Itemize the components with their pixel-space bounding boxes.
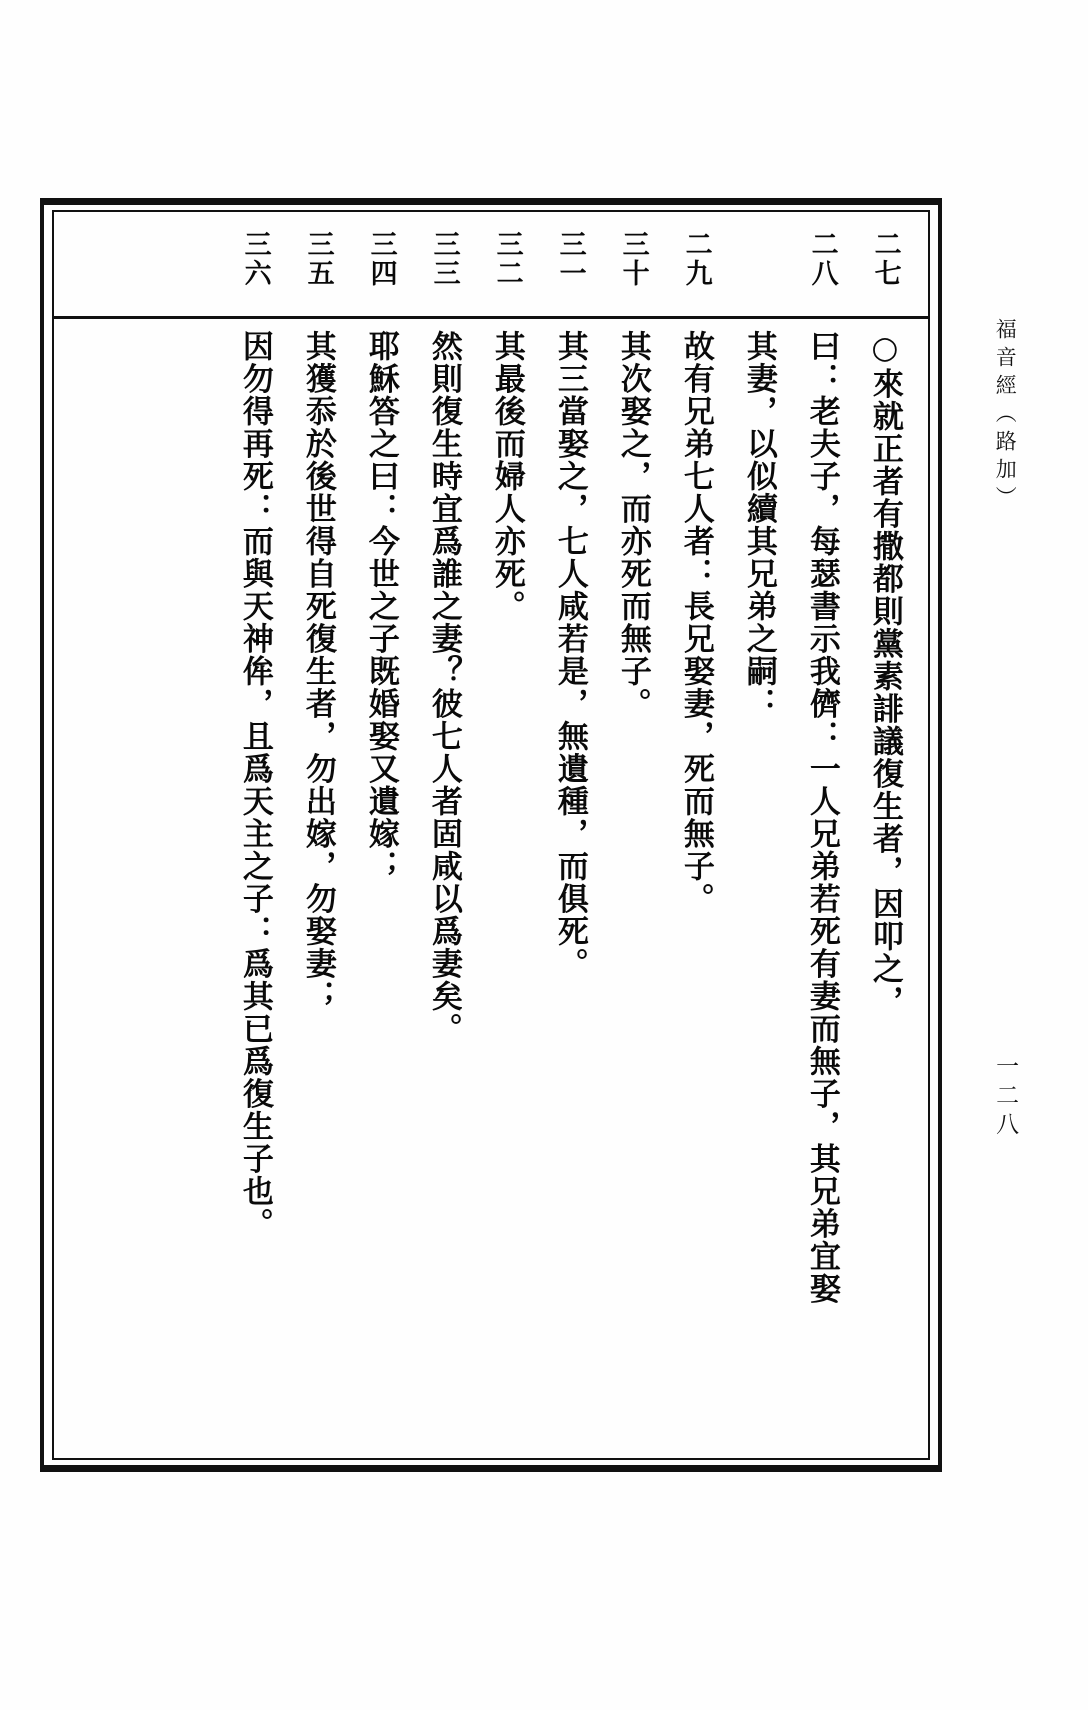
verse-number: 三四 [365,230,397,288]
verse-column [601,224,664,1444]
verse-number: 三六 [239,230,271,288]
verse-text: 其妻，以似續其兄弟之嗣： [740,330,777,720]
verse-number: 三一 [554,230,586,288]
verse-column [853,224,916,1444]
verse-text: 然則復生時宜爲誰之妻？彼七人者固咸以爲妻矣。 [425,330,462,1045]
verse-column [223,224,286,1444]
verse-text: 其三當娶之，七人咸若是，無遺種，而俱死。 [551,330,588,980]
verse-text: ○來就正者有撒都則黨素誹議復生者，因叩之， [866,330,903,1018]
verse-column [412,224,475,1444]
verse-text: 曰：老夫子，每瑟書示我儕：一人兄弟若死有妻而無子，其兄弟宜娶 [803,330,840,1305]
verse-number: 二七 [869,230,901,288]
verse-number: 二九 [680,230,712,288]
verse-number: 二八 [806,230,838,288]
verse-text: 其次娶之，而亦死而無子。 [614,330,651,720]
verse-number: 三五 [302,230,334,288]
verse-column [538,224,601,1444]
folio-number: 一二八 [992,1054,1019,1141]
verse-text: 故有兄弟七人者：長兄娶妻，死而無子。 [677,330,714,915]
verse-number: 三三 [428,230,460,288]
verse-column [727,224,790,1444]
verse-text: 耶穌答之曰：今世之子既婚娶又遺嫁； [362,330,399,883]
verse-text: 其最後而婦人亦死。 [488,330,525,623]
verse-number: 三十 [617,230,649,288]
verse-text: 其獲忝於後世得自死復生者，勿出嫁，勿娶妻； [299,330,336,1013]
verse-text: 因勿得再死：而與天神侔，且爲天主之子：爲其已爲復生子也。 [236,330,273,1240]
verse-column [790,224,853,1444]
book-title: 福音經（路加） [993,318,1018,514]
verse-number: 三二 [491,230,523,288]
margin-column [970,300,1040,1400]
verse-column [664,224,727,1444]
verse-column [286,224,349,1444]
verse-column [475,224,538,1444]
scripture-body [60,224,922,1452]
verse-column [349,224,412,1444]
